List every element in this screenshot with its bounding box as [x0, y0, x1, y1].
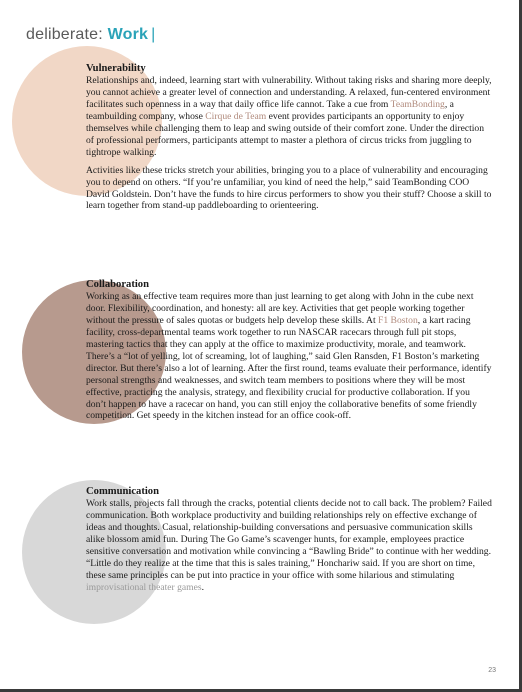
section-paragraph [86, 75, 492, 158]
paragraph-text: , a kart racing facility, cross-departmental teams work together to run NASCAR racecars through full pit stops, mastering tactics that they can apply at the office to maximize productivity, morale, and teamwork. There’s a “lot of yelling, lot of screaming, lot of laughing,” said Glen Ransden, F1 Boston’s marketing director. But there’s also a lot of learning. After the first round, teams evaluate their performance, identify personal strengths and weaknesses, and switch team members to positions where they will be most effective, practicing the analysis, strategy, and flexibility crucial for productive collaboration. If you don’t happen to have a racecar on hand, you can still enjoy the collaborative benefits of some friendly competition. Get speedy in the kitchen instead for an office cook-off. [86, 315, 492, 422]
paragraph-text: Work stalls, projects fall through the cracks, potential clients decide not to call back. The problem? Failed communication. Both workplace productivity and building relationships rely on effective exchange of ideas and thoughts. Casual, relationship-building conversations and persuasive communication skills alike blossom amid fun. During The Go Game’s scavenger hunts, for example, employees practice sensitive conversation and motivation while convincing a “Bawling Bride” to continue with her wedding. “Little do they realize at the time that this is sales training,” Honchariw said. If you are short on time, these same principles can be put into practice in your office with some hilarious and stimulating [86, 498, 492, 581]
section-heading: Collaboration [86, 279, 149, 290]
paragraph-text: . [201, 581, 205, 593]
paragraph-text: , a teambuilding company, whose [86, 99, 454, 123]
section-heading: Vulnerability [86, 63, 146, 74]
teambonding-link[interactable]: TeamBonding [390, 99, 445, 111]
section-vulnerability [86, 63, 492, 218]
section-heading: Communication [86, 486, 159, 497]
masthead [26, 26, 155, 44]
masthead-brand: deliberate: [26, 26, 103, 43]
masthead-bar: | [151, 26, 156, 43]
paragraph-text: event provides participants an opportunity to enjoy themselves while challenging them to leap and swing outside of their comfort zone. Under the direction of professional performers, participants attempt to master a plethora of circus tricks from juggling to tightrope walking. [86, 111, 485, 158]
section-paragraph [86, 498, 492, 593]
paragraph-text: Relationships and, indeed, learning start with vulnerability. Without taking risks and sharing more deeply, you cannot achieve a greater level of connection and understanding. A relaxed, fun-centered environment facilitates such openness in a way that daily office life cannot. Take a cue from [86, 75, 492, 111]
page-number: 23 [488, 667, 496, 674]
section-collaboration [86, 279, 492, 428]
section-paragraph [86, 291, 492, 422]
section-paragraph: Activities like these tricks stretch your abilities, bringing you to a place of vulnerability and encouraging you to depend on others. “If you’re unfamiliar, you kind of need the help,” said TeamBonding COO David Goldstein. Don’t have the funds to hire circus performers to show you their stuff? Choose a skill to learn together from stand-up paddleboarding to orienteering. [86, 164, 492, 212]
paragraph-text: Working as an effective team requires more than just learning to get along with John in the cube next door. Flexibility, coordination, and honesty: all are key. Activities that get people working together without the pressure of sales quotas or budgets help develop these skills. At [86, 291, 474, 327]
f1-boston-link[interactable]: F1 Boston [378, 315, 418, 327]
improv-theater-games-link[interactable]: improvisational theater games [86, 581, 202, 593]
section-communication [86, 486, 492, 600]
masthead-section: Work [107, 26, 149, 43]
cirque-de-team-link[interactable]: Cirque de Team [205, 111, 267, 123]
